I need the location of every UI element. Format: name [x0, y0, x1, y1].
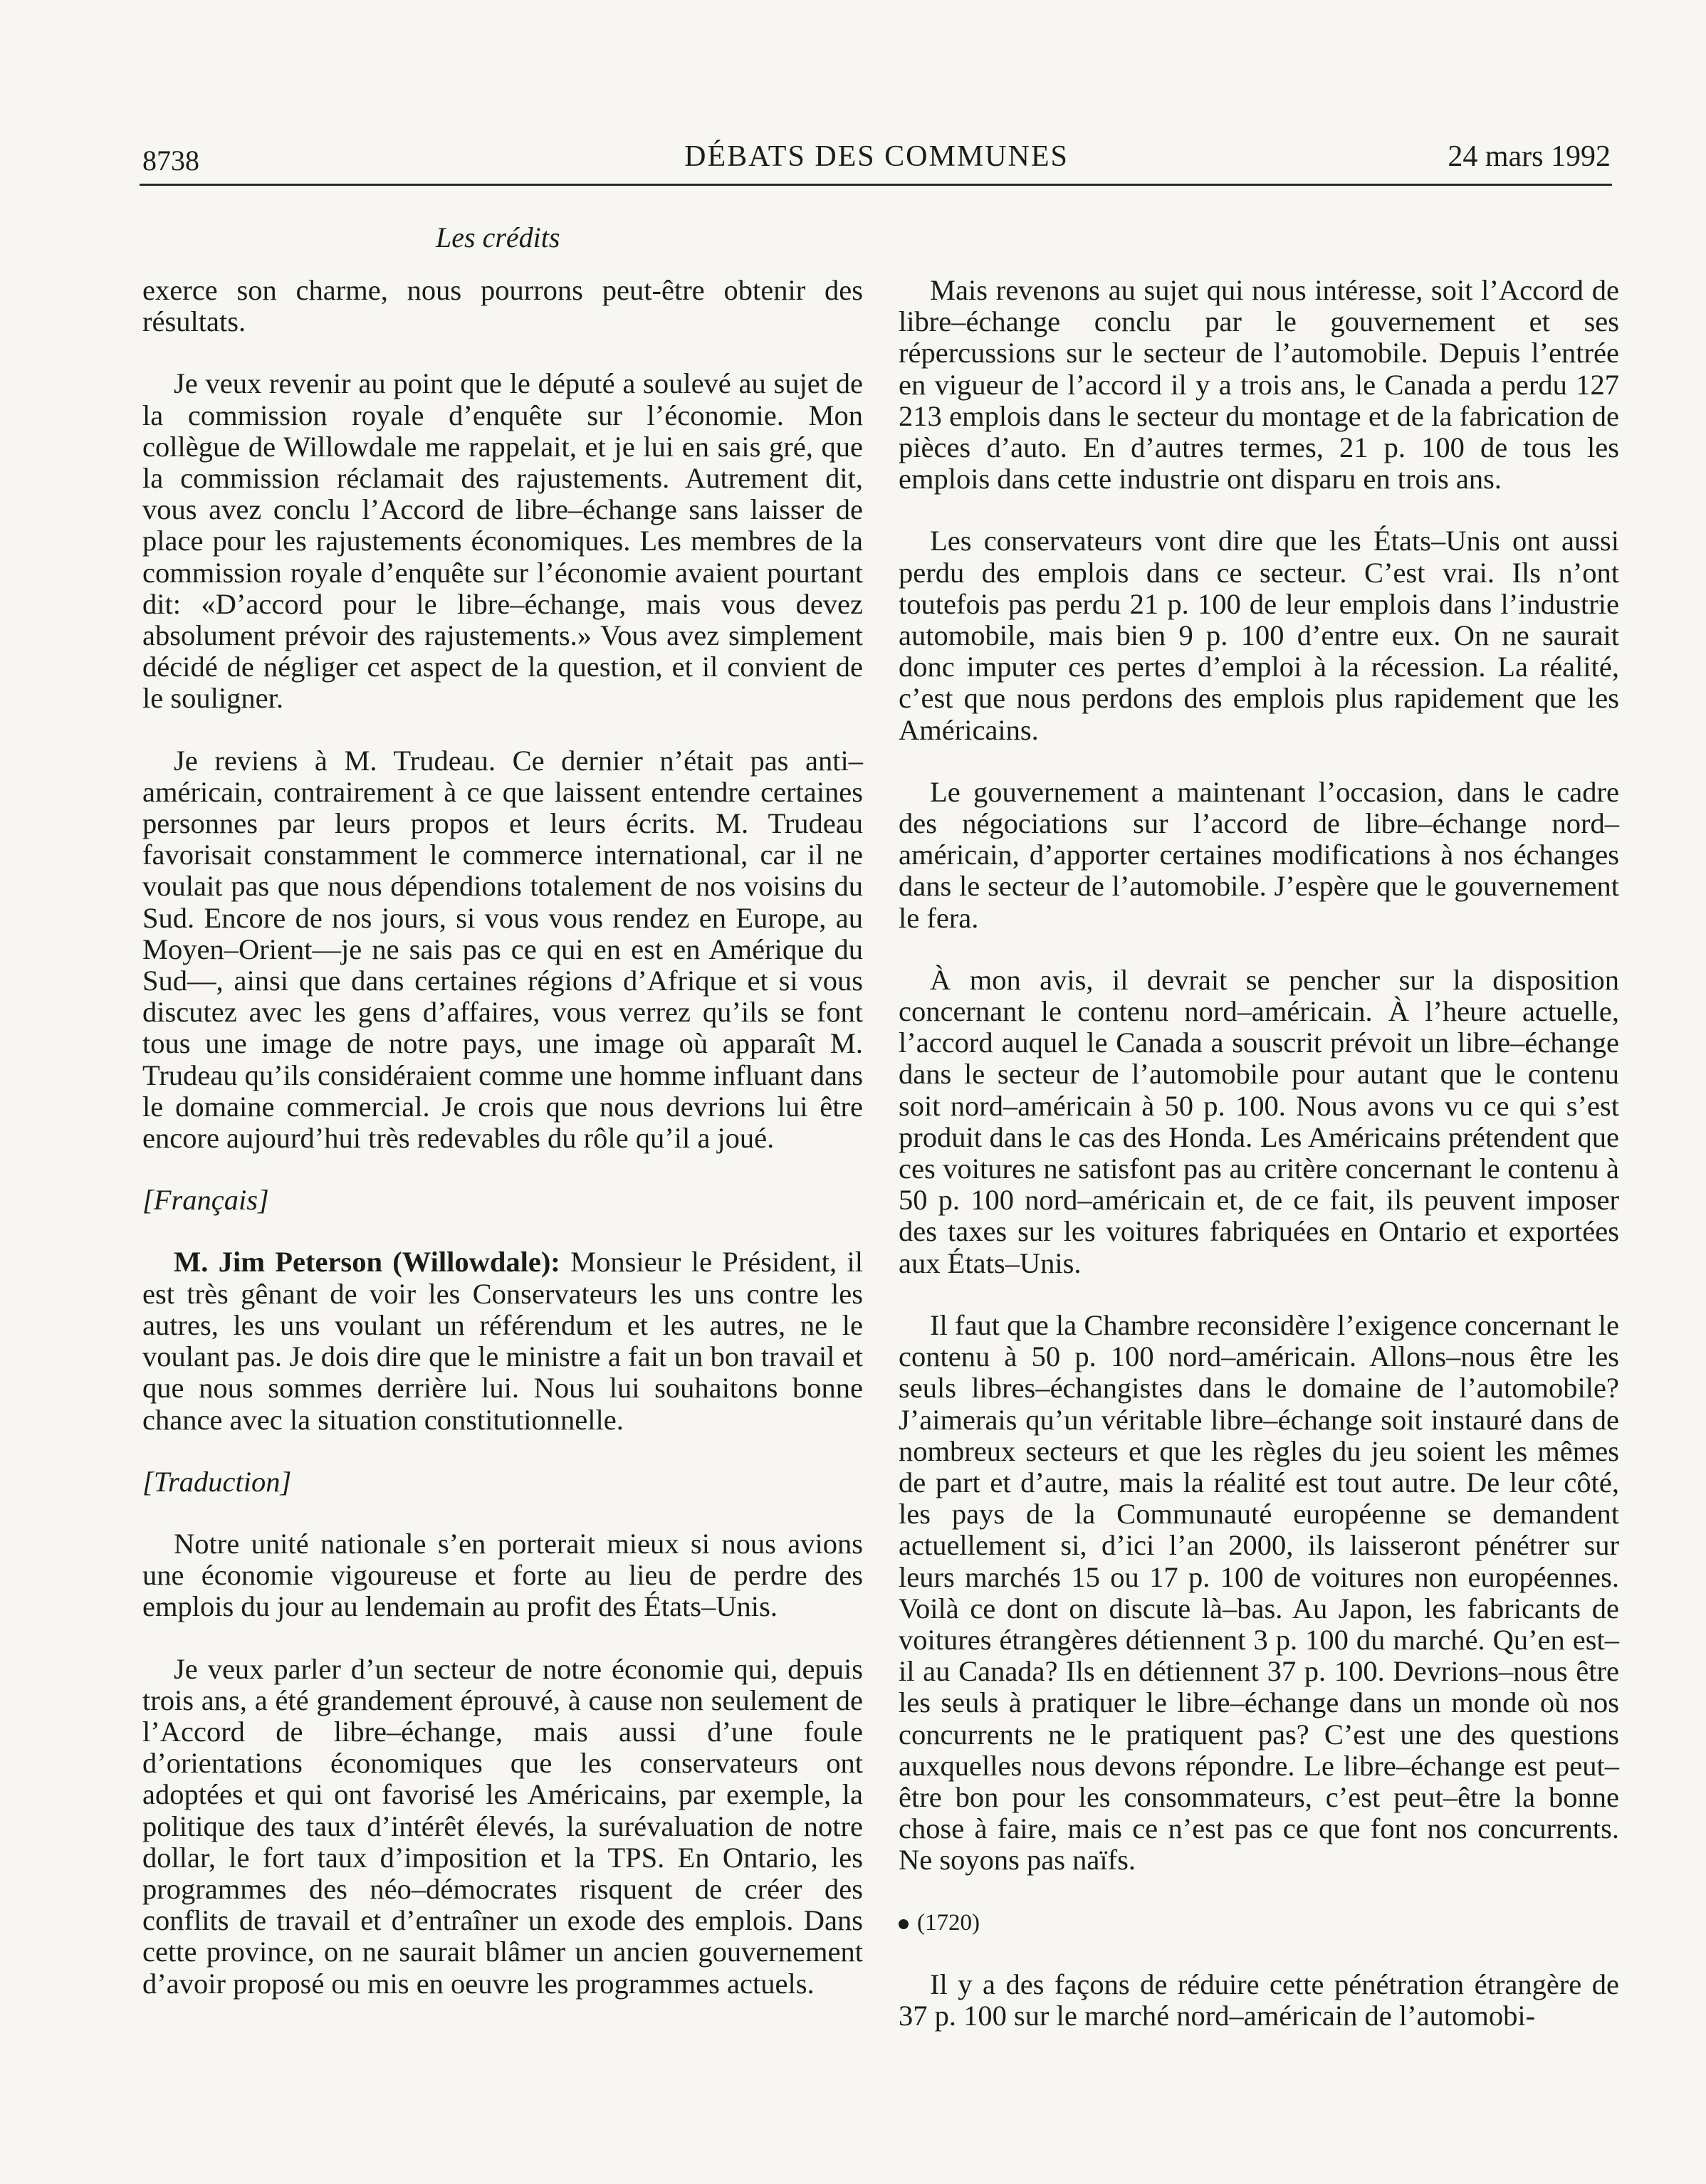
publication-date: 24 mars 1992 — [1448, 140, 1611, 173]
section-subject: Les crédits — [436, 221, 560, 253]
speaker-paragraph — [142, 1246, 863, 1435]
speech-text: Monsieur le Président, il est très gênant de voir les Conservateurs les uns contre les autres, les uns voulant un référendum et les autres, ne le voulant pas. Je dois dire que le ministre a fait un bon travail et que nous sommes derrière lui. Nous lui souhaitons bonne chance avec la situation constitutionnelle. — [142, 1246, 863, 1436]
paragraph: Mais revenons au sujet qui nous intéresse, soit l’Accord de libre–échange conclu par le gouvernement et ses répercussions sur le secteur de l’automobile. Depuis l’entrée en vigueur de l’accord il y a trois ans, le Canada a perdu 127 213 emplois dans le secteur du montage et de la fabrication de pièces d’auto. En d’autres termes, 21 p. 100 de tous les emplois dans cette industrie ont disparu en trois ans. — [899, 274, 1619, 495]
paragraph: Il y a des façons de réduire cette pénétration étrangère de 37 p. 100 sur le marché nord–américain de l’automobi- — [899, 1968, 1619, 2032]
paragraph: exerce son charme, nous pourrons peut-être obtenir des résultats. — [142, 274, 863, 338]
speaker-name: M. Jim Peterson (Willowdale): — [174, 1246, 560, 1279]
paragraph: Les conservateurs vont dire que les États–Unis ont aussi perdu des emplois dans ce secteur. C’est vrai. Ils n’ont toutefois pas perdu 21 p. 100 de leur emplois dans l’industrie automobile, mais bien 9 p. 100 d’entre eux. On ne saurait donc imputer ces pertes d’emploi à la récession. La réalité, c’est que nous perdons des emplois plus rapidement que les Américains. — [899, 525, 1619, 746]
paragraph: Notre unité nationale s’en porterait mieux si nous avions une économie vigoureuse et forte au lieu de perdre des emplois du jour au lendemain au profit des États–Unis. — [142, 1527, 863, 1623]
paragraph: Il faut que la Chambre reconsidère l’exigence concernant le contenu à 50 p. 100 nord–américain. Allons–nous être les seuls libres–échangistes dans le domaine de l’automobile? J’aimerais qu’un véritable libre–échange soit instauré dans de nombreux secteurs et que les règles du jeu soient les mêmes de part et d’autre, mais la réalité est tout autre. De leur côté, les pays de la Communauté européenne se demandent actuellement si, d’ici l’an 2000, ils laisseront pénétrer sur leurs marchés 15 ou 17 p. 100 de voitures non européennes. Voilà ce dont on discute là–bas. Au Japon, les fabricants de voitures étrangères détiennent 3 p. 100 du marché. Qu’en est–il au Canada? Ils en détiennent 37 p. 100. Devrions–nous être les seuls à pratiquer le libre–échange dans un monde où nos concurrents ne le pratiquent pas? C’est une des questions auxquelles nous devons répondre. Le libre–échange est peut–être bon pour les consommateurs, c’est peut–être la bonne chose à faire, mais ce n’est pas ce que font nos concurrents. Ne soyons pas naïfs. — [899, 1308, 1619, 1876]
paragraph: Le gouvernement a maintenant l’occasion, dans le cadre des négociations sur l’accord de libre–échange nord–américain, d’apporter certaines modifications à nos échanges dans le secteur de l’automobile. J’espère que le gouvernement le fera. — [899, 775, 1619, 934]
page-number: 8738 — [142, 145, 199, 177]
right-column — [899, 275, 1619, 2062]
time-marker — [899, 1907, 1619, 1938]
language-label-text: [Traduction] — [142, 1465, 292, 1498]
time-marker-text: (1720) — [917, 1909, 980, 1936]
paragraph: Je reviens à M. Trudeau. Ce dernier n’était pas anti–américain, contrairement à ce que laissent entendre certaines personnes par leurs propos et leurs écrits. M. Trudeau favorisait constamment le commerce international, car il ne voulait pas que nous dépendions totalement de nos voisins du Sud. Encore de nos jours, si vous vous rendez en Europe, au Moyen–Orient—je ne sais pas ce qui en est en Amérique du Sud—, ainsi que dans certaines régions d’Afrique et si vous discutez avec les gens d’affaires, vous verrez qu’ils se font tous une image de notre pays, une image où apparaît M. Trudeau qu’ils considéraient comme une homme influant dans le domaine commercial. Je crois que nous devrions lui être encore aujourd’hui très redevables du rôle qu’il a joué. — [142, 744, 863, 1155]
paragraph: Je veux parler d’un secteur de notre économie qui, depuis trois ans, a été grandement éprouvé, à cause non seulement de l’Accord de libre–échange, mais aussi d’une foule d’orientations économiques que les conservateurs ont adoptées et qui ont favorisé les Américains, par exemple, la politique des taux d’intérêt élevés, la surévaluation de notre dollar, le fort taux d’imposition et la TPS. En Ontario, les programmes des néo–démocrates risquent de créer des conflits de travail et d’entraîner un exode des emplois. Dans cette province, on ne saurait blâmer un ancien gouvernement d’avoir proposé ou mis en oeuvre les programmes actuels. — [142, 1652, 863, 2000]
page-header — [142, 140, 1611, 182]
left-column — [142, 275, 863, 2030]
bullet-icon — [899, 1919, 909, 1929]
language-label-french — [142, 1185, 863, 1216]
paragraph: À mon avis, il devrait se pencher sur la disposition concernant le contenu nord–américain. À l’heure actuelle, l’accord auquel le Canada a souscrit prévoit un libre–échange dans le secteur de l’automobile pour autant que le contenu soit nord–américain à 50 p. 100. Nous avons vu ce qui s’est produit dans le cas des Honda. Les Américains prétendent que ces voitures ne satisfont pas au critère concernant le contenu à 50 p. 100 nord–américain et, de ce fait, ils peuvent imposer des taxes sur les voitures fabriquées en Ontario et exportées aux États–Unis. — [899, 963, 1619, 1279]
paragraph: Je veux revenir au point que le député a soulevé au sujet de la commission royale d’enquête sur l’économie. Mon collègue de Willowdale me rappelait, et je lui en sais gré, que la commission réclamait des rajustements. Autrement dit, vous avez conclu l’Accord de libre–échange sans laisser de place pour les rajustements économiques. Les membres de la commission royale d’enquête sur l’économie avaient pourtant dit: «D’accord pour le libre–échange, mais vous devez absolument prévoir des rajustements.» Vous avez simplement décidé de négliger cet aspect de la question, et il convient de le souligner. — [142, 367, 863, 715]
header-rule — [140, 184, 1612, 186]
publication-title: DÉBATS DES COMMUNES — [684, 140, 1069, 173]
language-label-text: [Français] — [142, 1184, 269, 1217]
language-label-translation — [142, 1466, 863, 1498]
